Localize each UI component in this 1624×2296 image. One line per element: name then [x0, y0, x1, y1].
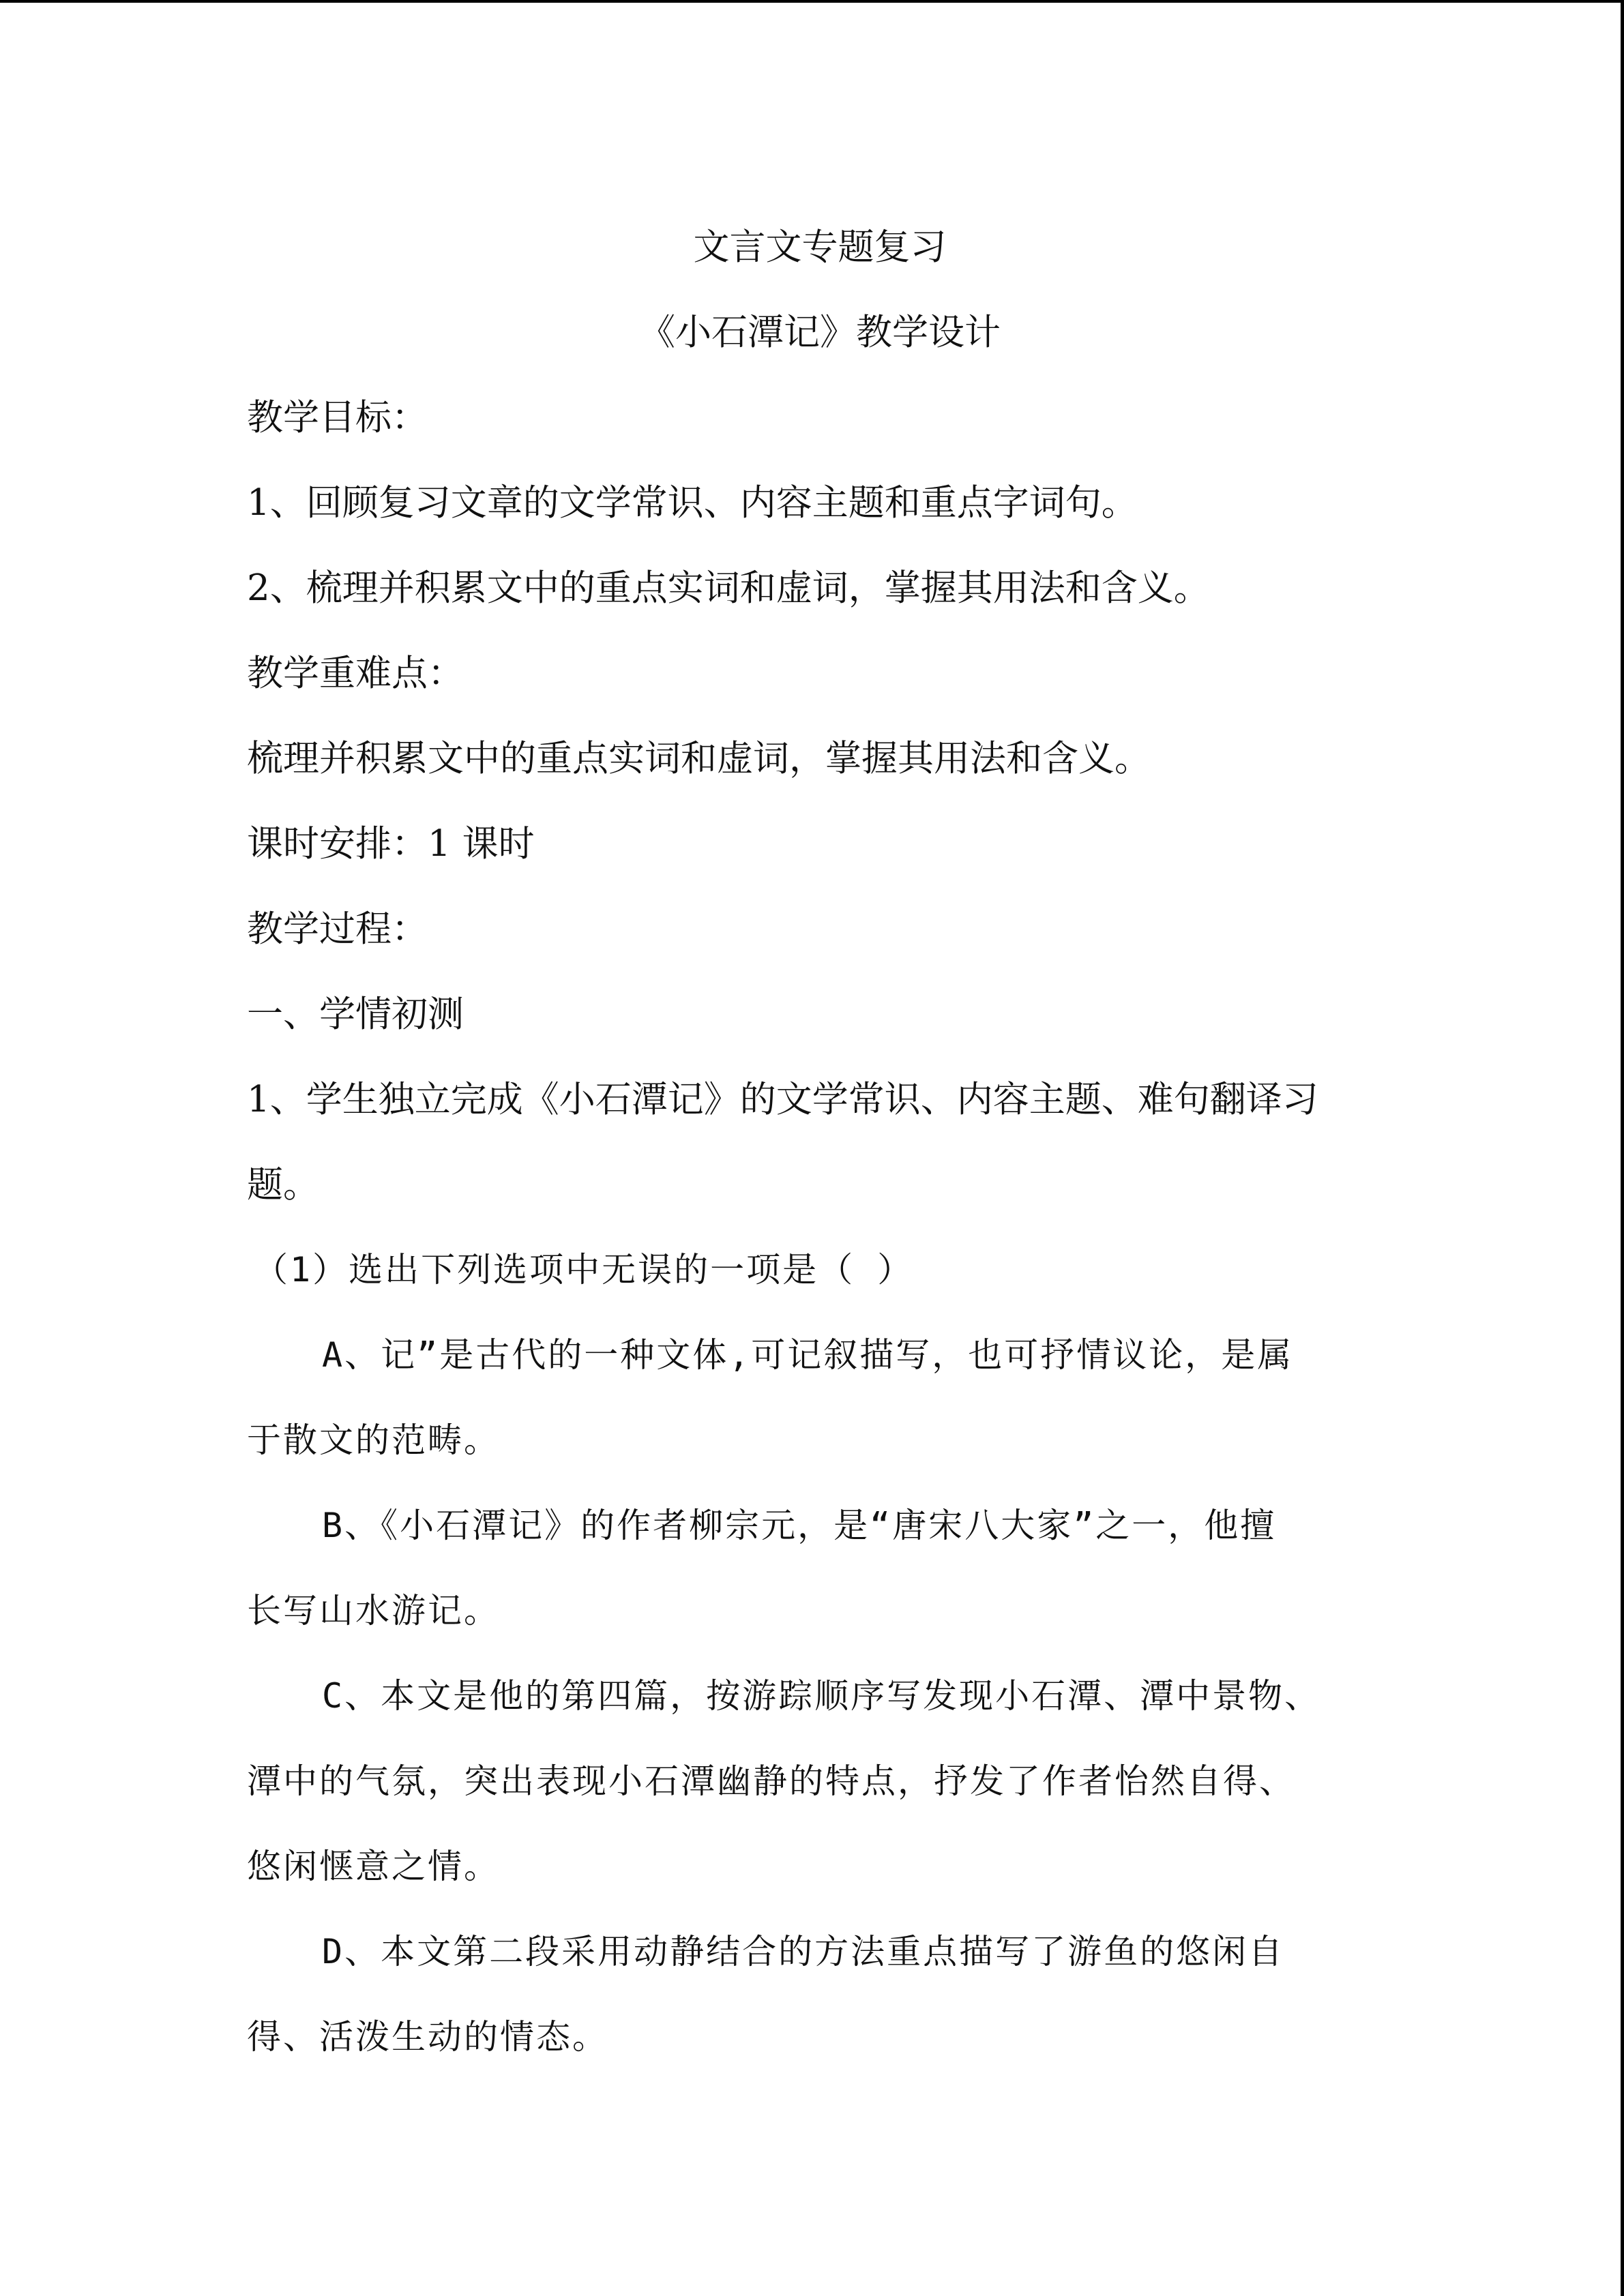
- document-body: [247, 205, 1393, 2080]
- option-d-line: D、本文第二段采用动静结合的方法重点描写了游鱼的悠闲自: [322, 1932, 1285, 1971]
- goals-heading: 教学目标：: [247, 397, 428, 438]
- page-border-right: [1621, 0, 1624, 2296]
- goal-item: 2、梳理并积累文中的重点实词和虚词，掌握其用法和含义。: [247, 567, 1210, 609]
- process-heading: 教学过程：: [247, 908, 428, 950]
- difficulties-heading: 教学重难点：: [247, 653, 464, 694]
- task-text: 1、学生独立完成《小石潭记》的文学常识、内容主题、难句翻译习: [247, 1079, 1318, 1120]
- task-text-continued: 题。: [247, 1164, 319, 1206]
- page-border-top: [0, 0, 1624, 3]
- option-b-line: B、《小石潭记》的作者柳宗元，是“唐宋八大家”之一，他擅: [322, 1506, 1277, 1545]
- option-a-line: A、记”是古代的一种文体,可记叙描写，也可抒情议论，是属: [322, 1335, 1294, 1375]
- document-subtitle: 《小石潭记》教学设计: [639, 312, 1001, 353]
- goal-item: 1、回顾复习文章的文学常识、内容主题和重点字词句。: [247, 482, 1138, 524]
- option-d-line: 得、活泼生动的情态。: [247, 2017, 608, 2057]
- option-c-line: 潭中的气氛，突出表现小石潭幽静的特点，抒发了作者怡然自得、: [247, 1761, 1295, 1801]
- document-title: 文言文专题复习: [693, 226, 947, 268]
- option-c-line: C、本文是他的第四篇，按游踪顺序写发现小石潭、潭中景物、: [322, 1676, 1321, 1716]
- schedule-text: 课时安排：1 课时: [247, 823, 535, 865]
- option-a-line: 于散文的范畴。: [247, 1420, 500, 1460]
- option-b-line: 长写山水游记。: [247, 1591, 500, 1630]
- option-c-line: 悠闲惬意之情。: [247, 1847, 500, 1886]
- difficulties-text: 梳理并积累文中的重点实词和虚词，掌握其用法和含义。: [247, 738, 1151, 779]
- section-heading: 一、学情初测: [247, 994, 464, 1035]
- question-stem: （1）选出下列选项中无误的一项是（ ）: [254, 1250, 914, 1289]
